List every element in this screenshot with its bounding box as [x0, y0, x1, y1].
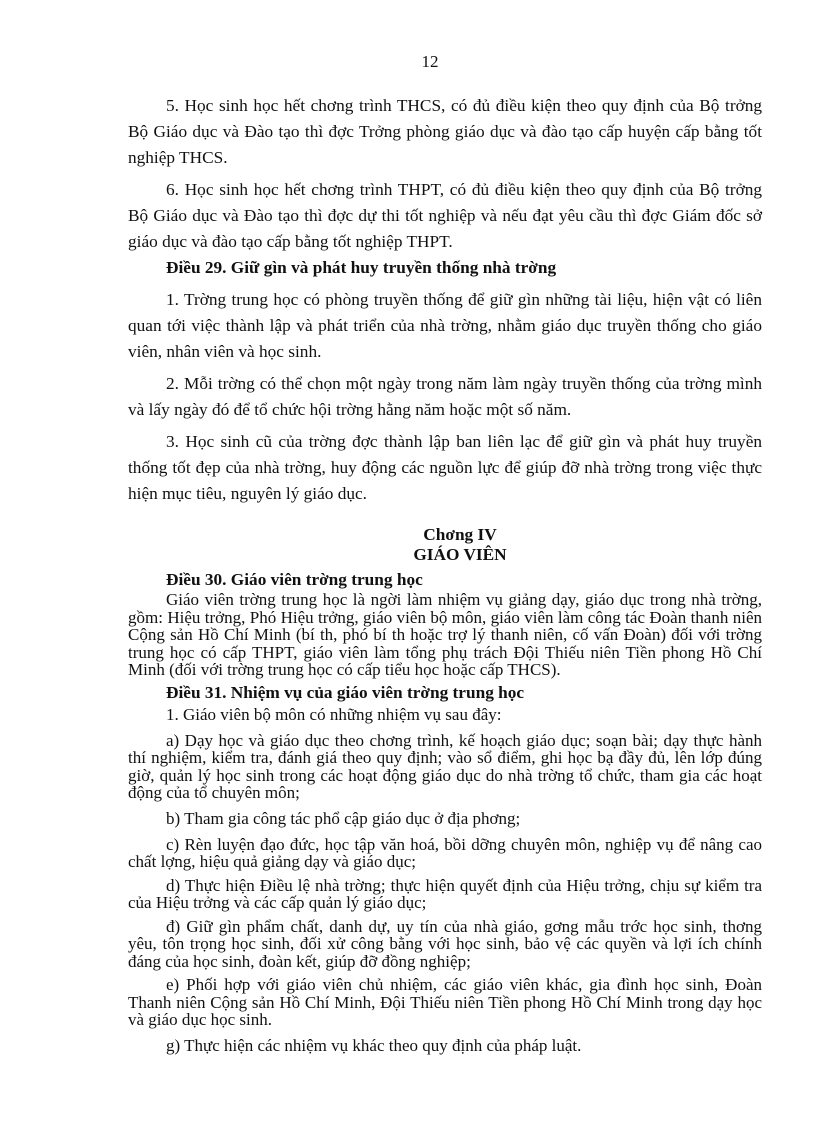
article-31-item-b: b) Tham gia công tác phổ cập giáo dục ở địa phơng; — [166, 808, 521, 828]
article-31-intro: 1. Giáo viên bộ môn có những nhiệm vụ sau đây: — [166, 704, 502, 724]
article-29 — [128, 255, 762, 507]
chapter-number: Chơng IV — [423, 525, 497, 544]
article-28-continuation — [128, 93, 762, 255]
article-29-paragraph-2: 2. Mỗi trờng có thể chọn một ngày trong năm làm ngày truyền thống của trờng mình và lấy ngày đó để tổ chức hội trờng hằng năm hoặc một số năm. — [128, 374, 762, 419]
article-31-item-c: c) Rèn luyện đạo đức, học tập văn hoá, bồi dỡng chuyên môn, nghiệp vụ để nâng cao chất lợng, hiệu quả giảng dạy và giáo dục; — [128, 834, 762, 871]
article-30-paragraph: Giáo viên trờng trung học là ngời làm nhiệm vụ giảng dạy, giáo dục trong nhà trờng, gồm: Hiệu trởng, Phó Hiệu trởng, giáo viên bộ môn, giáo viên làm công tác Đoàn thanh niên Cộng sản Hồ Chí Minh (bí th, phó bí th hoặc trợ lý thanh niên, cố vấn Đoàn) đối với trờng trung học có cấp THPT, giáo viên làm tổng phụ trách Đội Thiếu niên Tiền phong Hồ Chí Minh (đối với trờng trung học có cấp tiểu học hoặc cấp THCS). — [128, 590, 762, 679]
article-31 — [128, 682, 762, 1057]
article-29-paragraph-3: 3. Học sinh cũ của trờng đợc thành lập ban liên lạc để giữ gìn và phát huy truyền thống tốt đẹp của nhà trờng, huy động các nguồn lực để giúp đỡ nhà trờng trong việc thực hiện mục tiêu, nguyên lý giáo dục. — [128, 432, 762, 503]
document-body — [128, 93, 762, 1057]
article-29-heading: Điều 29. Giữ gìn và phát huy truyền thống nhà trờng — [166, 258, 557, 277]
article-30-heading: Điều 30. Giáo viên trờng trung học — [166, 570, 423, 589]
article-31-item-d: d) Thực hiện Điều lệ nhà trờng; thực hiện quyết định của Hiệu trởng, chịu sự kiểm tra của Hiệu trởng và các cấp quản lý giáo dục; — [128, 875, 762, 912]
article-29-paragraph-1: 1. Trờng trung học có phòng truyền thống để giữ gìn những tài liệu, hiện vật có liên quan tới việc thành lập và phát triển của nhà trờng, nhằm giáo dục truyền thống cho giáo viên, nhân viên và học sinh. — [128, 290, 762, 361]
article-28-item-6: 6. Học sinh học hết chơng trình THPT, có đủ điều kiện theo quy định của Bộ trởng Bộ Giáo dục và Đào tạo thì đợc dự thi tốt nghiệp và nếu đạt yêu cầu thì đợc Giám đốc sở giáo dục và đào tạo cấp bằng tốt nghiệp THPT. — [128, 180, 762, 251]
article-31-heading: Điều 31. Nhiệm vụ của giáo viên trờng trung học — [166, 682, 525, 702]
article-31-item-e: e) Phối hợp với giáo viên chủ nhiệm, các giáo viên khác, gia đình học sinh, Đoàn Thanh niên Cộng sản Hồ Chí Minh, Đội Thiếu niên Tiền phong Hồ Chí Minh trong dạy học và giáo dục học sinh. — [128, 975, 762, 1029]
article-28-item-5: 5. Học sinh học hết chơng trình THCS, có đủ điều kiện theo quy định của Bộ trởng Bộ Giáo dục và Đào tạo thì đợc Trởng phòng giáo dục và đào tạo cấp huyện cấp bằng tốt nghiệp THCS. — [128, 96, 762, 167]
article-31-item-g: g) Thực hiện các nhiệm vụ khác theo quy định của pháp luật. — [166, 1035, 582, 1055]
chapter-title: GIÁO VIÊN — [413, 545, 507, 564]
article-31-item-dd: đ) Giữ gìn phẩm chất, danh dự, uy tín của nhà giáo, gơng mẫu trớc học sinh, thơng yêu, tôn trọng học sinh, đối xử công bằng với học sinh, bảo vệ các quyền và lợi ích chính đáng của học sinh, đoàn kết, giúp đỡ đồng nghiệp; — [128, 916, 762, 971]
article-31-item-a: a) Dạy học và giáo dục theo chơng trình, kế hoạch giáo dục; soạn bài; dạy thực hành thí nghiệm, kiểm tra, đánh giá theo quy định; vào sổ điểm, ghi học bạ đầy đủ, lên lớp đúng giờ, quản lý học sinh trong các hoạt động giáo dục do nhà trờng tổ chức, tham gia các hoạt động của tổ chuyên môn; — [128, 730, 762, 802]
article-30 — [128, 569, 762, 679]
page-number: 12 — [421, 52, 439, 71]
